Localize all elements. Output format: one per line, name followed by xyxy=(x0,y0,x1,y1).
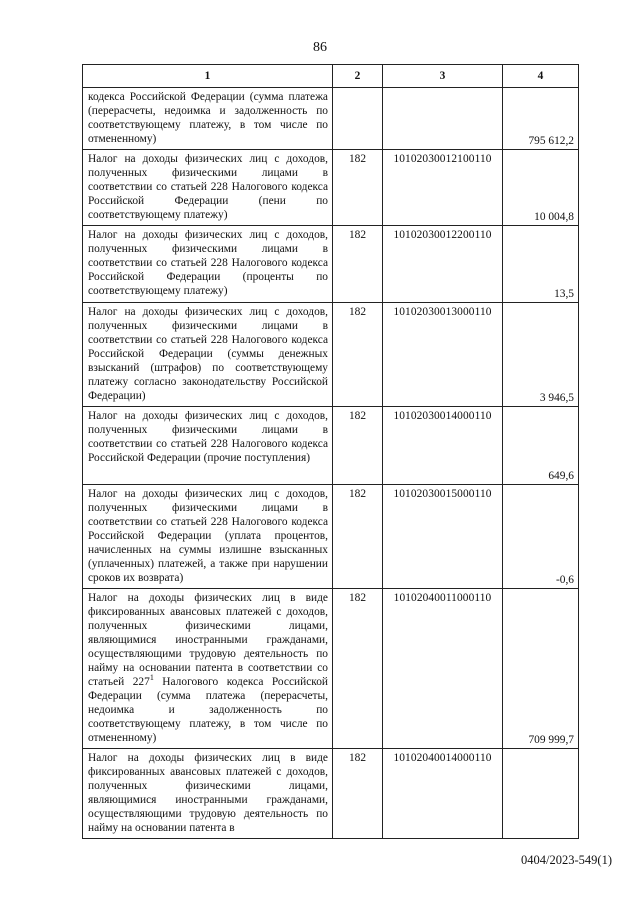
row-description: Налог на доходы физических лиц с доходов, полученных физическими лицами в соответствии со статьей 228 Налогового кодекса Российской Федерации (уплата процентов, начисленных на суммы излишне взысканных (уплаченных) платежей, а также при нарушении сроков их возврата) xyxy=(83,485,333,589)
row-description: Налог на доходы физических лиц с доходов, полученных физическими лицами в соответствии со статьей 228 Налогового кодекса Российской Федерации (проценты по соответствующему платежу) xyxy=(83,226,333,303)
row-admin-code xyxy=(333,88,383,150)
row-amount: 649,6 xyxy=(503,407,579,485)
column-header: 3 xyxy=(383,65,503,88)
row-amount: 13,5 xyxy=(503,226,579,303)
row-kbk-code: 10102030015000110 xyxy=(383,485,503,589)
row-admin-code: 182 xyxy=(333,749,383,839)
table-row xyxy=(83,485,579,589)
table-row xyxy=(83,749,579,839)
row-kbk-code: 10102040011000110 xyxy=(383,589,503,749)
column-header: 1 xyxy=(83,65,333,88)
revenue-table xyxy=(82,64,579,839)
row-admin-code: 182 xyxy=(333,150,383,226)
table-row xyxy=(83,303,579,407)
row-admin-code: 182 xyxy=(333,485,383,589)
column-header: 2 xyxy=(333,65,383,88)
row-admin-code: 182 xyxy=(333,303,383,407)
superscript: 1 xyxy=(149,673,154,683)
row-amount: 10 004,8 xyxy=(503,150,579,226)
row-amount: 709 999,7 xyxy=(503,589,579,749)
row-amount xyxy=(503,749,579,839)
row-description: Налог на доходы физических лиц с доходов, полученных физическими лицами в соответствии со статьей 228 Налогового кодекса Российской Федерации (суммы денежных взысканий (штрафов) по соответствующему платежу согласно законодательству Российской Федерации) xyxy=(83,303,333,407)
row-amount: 795 612,2 xyxy=(503,88,579,150)
row-kbk-code: 10102030013000110 xyxy=(383,303,503,407)
table-row xyxy=(83,150,579,226)
row-kbk-code: 10102030014000110 xyxy=(383,407,503,485)
table-row xyxy=(83,589,579,749)
row-kbk-code xyxy=(383,88,503,150)
row-description: Налог на доходы физических лиц в виде фиксированных авансовых платежей с доходов, полученных физическими лицами, являющимися иностранными гражданами, осуществляющими трудовую деятельность по найму на основании патента в соответствии со статьей $227^1$ Налогового кодекса Российской Федерации (сумма платежа (перерасчеты, недоимка и задолженность по соответствующему платежу, в том числе по отмененному) xyxy=(83,589,333,749)
table-row xyxy=(83,407,579,485)
row-description: Налог на доходы физических лиц в виде фиксированных авансовых платежей с доходов, полученных физическими лицами, являющимися иностранными гражданами, осуществляющими трудовую деятельность по найму на основании патента в xyxy=(83,749,333,839)
row-amount: 3 946,5 xyxy=(503,303,579,407)
column-header: 4 xyxy=(503,65,579,88)
row-kbk-code: 10102030012100110 xyxy=(383,150,503,226)
row-admin-code: 182 xyxy=(333,407,383,485)
header-row xyxy=(83,65,579,88)
row-description: Налог на доходы физических лиц с доходов, полученных физическими лицами в соответствии со статьей 228 Налогового кодекса Российской Федерации (прочие поступления) xyxy=(83,407,333,485)
row-admin-code: 182 xyxy=(333,589,383,749)
row-admin-code: 182 xyxy=(333,226,383,303)
document-footer: 0404/2023-549(1) xyxy=(521,853,612,867)
row-kbk-code: 10102030012200110 xyxy=(383,226,503,303)
row-description: Налог на доходы физических лиц с доходов, полученных физическими лицами в соответствии со статьей 228 Налогового кодекса Российской Федерации (пени по соответствующему платежу) xyxy=(83,150,333,226)
page-number: 86 xyxy=(313,40,327,55)
row-kbk-code: 10102040014000110 xyxy=(383,749,503,839)
table-row xyxy=(83,226,579,303)
table-row xyxy=(83,88,579,150)
row-description: кодекса Российской Федерации (сумма платежа (перерасчеты, недоимка и задолженность по соответствующему платежу, в том числе по отмененному) xyxy=(83,88,333,150)
row-amount: -0,6 xyxy=(503,485,579,589)
